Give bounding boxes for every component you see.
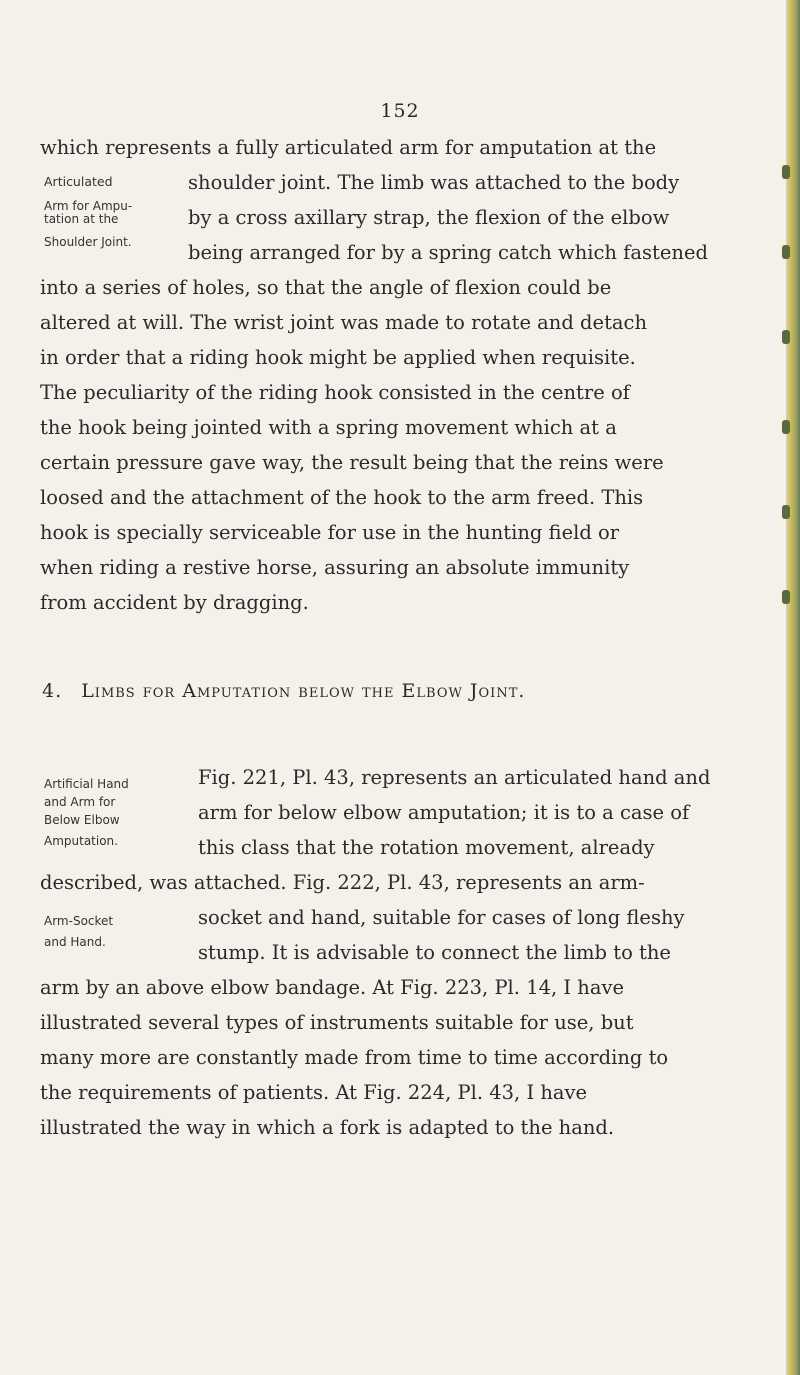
paragraph-2 [40, 760, 770, 1145]
text-line: when riding a restive horse, assuring an absolute immunity [40, 556, 630, 579]
text-line: being arranged for by a spring catch which fastened [188, 241, 708, 264]
text-line: which represents a fully articulated arm for amputation at the [40, 136, 657, 159]
margin-note-artificial-hand: Artificial Hand and Arm for Below Elbow Amputation. [44, 777, 129, 848]
text-line: described, was attached. Fig. 222, Pl. 43, represents an arm- [40, 871, 645, 894]
section-heading [42, 680, 772, 702]
text-line: hook is specially serviceable for use in the hunting field or [40, 521, 620, 544]
page-edge-mark [782, 165, 790, 179]
text-line: shoulder joint. The limb was attached to the body [188, 171, 680, 194]
page-edge-strip [786, 0, 800, 1375]
text-line: loosed and the attachment of the hook to the arm freed. This [40, 486, 644, 509]
text-line: the hook being jointed with a spring movement which at a [40, 416, 617, 439]
text-line: by a cross axillary strap, the flexion of the elbow [188, 206, 670, 229]
text-line: The peculiarity of the riding hook consisted in the centre of [40, 381, 630, 404]
text-line: this class that the rotation movement, already [198, 836, 655, 859]
text-line: certain pressure gave way, the result being that the reins were [40, 451, 664, 474]
section-number: 4. [42, 680, 63, 702]
text-line: illustrated the way in which a fork is adapted to the hand. [40, 1116, 615, 1139]
page-edge-mark [782, 420, 790, 434]
text-line: many more are constantly made from time to time according to [40, 1046, 669, 1069]
paragraph-1 [40, 130, 770, 620]
text-line: illustrated several types of instruments suitable for use, but [40, 1011, 634, 1034]
text-line: from accident by dragging. [40, 591, 309, 614]
page-edge-mark [782, 590, 790, 604]
text-line: the requirements of patients. At Fig. 224, Pl. 43, I have [40, 1081, 588, 1104]
text-line: Fig. 221, Pl. 43, represents an articulated hand and [198, 766, 711, 789]
text-line: stump. It is advisable to connect the limb to the [198, 941, 671, 964]
text-line: arm by an above elbow bandage. At Fig. 223, Pl. 14, I have [40, 976, 625, 999]
text-line: in order that a riding hook might be applied when requisite. [40, 346, 636, 369]
text-line: socket and hand, suitable for cases of long fleshy [198, 906, 685, 929]
margin-note-articulated-arm: Articulated Arm for Ampu- tation at the Shoulder Joint. [44, 174, 133, 249]
page-edge-mark [782, 505, 790, 519]
text-line: altered at will. The wrist joint was made to rotate and detach [40, 311, 648, 334]
section-title: Limbs for Amputation below the Elbow Joint. [81, 680, 526, 702]
text-line: arm for below elbow amputation; it is to a case of [198, 801, 690, 824]
page-number: 152 [380, 100, 420, 122]
page-edge-mark [782, 330, 790, 344]
text-line: into a series of holes, so that the angle of flexion could be [40, 276, 612, 299]
margin-note-arm-socket: Arm-Socket and Hand. [44, 914, 114, 949]
page-edge-mark [782, 245, 790, 259]
